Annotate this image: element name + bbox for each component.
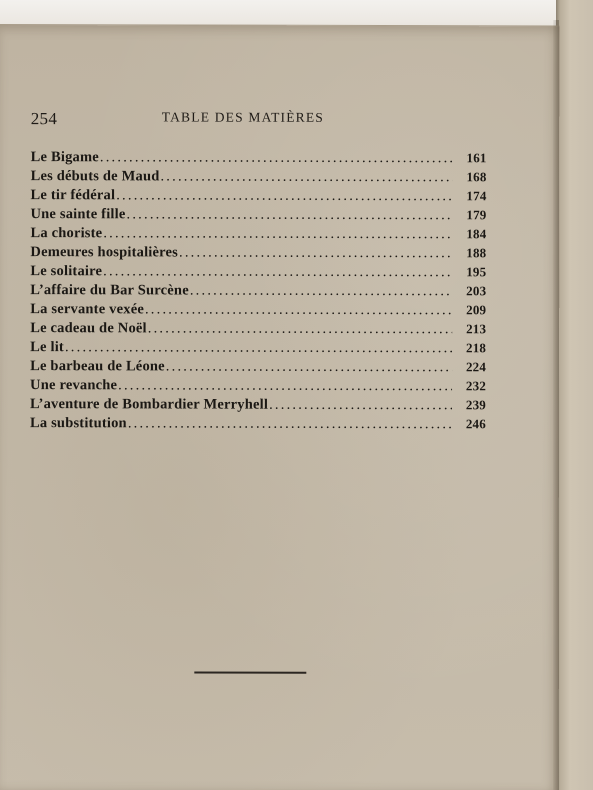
toc-dot-leader <box>148 319 452 339</box>
toc-entry-page: 203 <box>466 283 487 299</box>
toc-entry <box>30 223 486 243</box>
toc-entry-title: Le barbeau de Léone <box>30 358 165 375</box>
page-header <box>31 109 361 134</box>
running-title: TABLE DES MATIÈRES <box>161 109 325 125</box>
toc-entry-page: 213 <box>466 321 487 337</box>
toc-entry-title: L’aventure de Bombardier Merryhell <box>29 396 269 413</box>
toc-entry-page: 174 <box>466 188 487 204</box>
table-of-contents <box>30 147 487 433</box>
toc-entry-title: Demeures hospitalières <box>30 244 179 261</box>
toc-entry-title: L’affaire du Bar Surcène <box>30 282 189 299</box>
toc-entry-title: Le lit <box>30 339 65 356</box>
toc-entry-title: Une revanche <box>30 377 118 394</box>
toc-entry-title: Le tir fédéral <box>30 187 116 204</box>
toc-entry <box>31 185 487 205</box>
toc-dot-leader <box>65 338 452 358</box>
toc-entry-title: Les débuts de Maud <box>30 168 160 185</box>
toc-entry <box>31 147 487 167</box>
toc-entry-page: 246 <box>465 416 486 432</box>
toc-dot-leader <box>269 396 452 415</box>
toc-entry <box>30 242 486 262</box>
toc-dot-leader <box>127 205 453 225</box>
toc-dot-leader <box>145 300 452 320</box>
toc-entry <box>30 394 486 414</box>
toc-entry-page: 195 <box>466 264 487 280</box>
book-page <box>0 24 560 790</box>
gutter-shadow <box>553 20 559 790</box>
toc-entry-page: 218 <box>466 340 487 356</box>
toc-dot-leader <box>166 357 452 377</box>
toc-dot-leader <box>116 186 452 206</box>
toc-dot-leader <box>179 243 452 263</box>
toc-entry-page: 239 <box>465 397 487 413</box>
toc-entry <box>30 299 486 319</box>
toc-entry <box>30 204 486 224</box>
next-page-edge <box>556 0 593 790</box>
toc-entry-page: 209 <box>466 302 487 318</box>
toc-entry-title: Le solitaire <box>30 263 103 280</box>
toc-dot-leader <box>160 167 452 187</box>
toc-entry-title: La substitution <box>29 415 127 432</box>
page-number: 254 <box>30 109 58 129</box>
toc-dot-leader <box>118 376 452 396</box>
toc-dot-leader <box>103 262 452 282</box>
toc-entry <box>30 356 486 376</box>
toc-dot-leader <box>100 148 453 168</box>
toc-entry-page: 188 <box>466 245 487 261</box>
toc-entry <box>30 318 486 338</box>
toc-entry-page: 184 <box>466 226 487 242</box>
toc-entry <box>30 280 486 300</box>
toc-entry-title: La servante vexée <box>30 301 145 318</box>
toc-entry-page: 224 <box>465 359 487 375</box>
end-rule <box>194 672 306 674</box>
toc-entry <box>30 261 486 281</box>
toc-entry <box>30 375 486 395</box>
toc-dot-leader <box>128 414 452 434</box>
toc-entry <box>30 413 486 433</box>
toc-entry-title: Le Bigame <box>30 149 99 166</box>
toc-entry-page: 161 <box>466 150 487 166</box>
toc-entry <box>30 337 486 357</box>
toc-entry <box>31 166 487 186</box>
toc-entry-title: Le cadeau de Noël <box>30 320 147 337</box>
toc-dot-leader <box>190 281 453 301</box>
toc-entry-page: 179 <box>466 207 487 223</box>
toc-entry-page: 232 <box>465 378 487 394</box>
toc-entry-page: 168 <box>466 169 487 185</box>
toc-entry-title: Une sainte fille <box>30 206 126 223</box>
toc-entry-title: La choriste <box>30 225 103 242</box>
toc-dot-leader <box>103 224 452 244</box>
